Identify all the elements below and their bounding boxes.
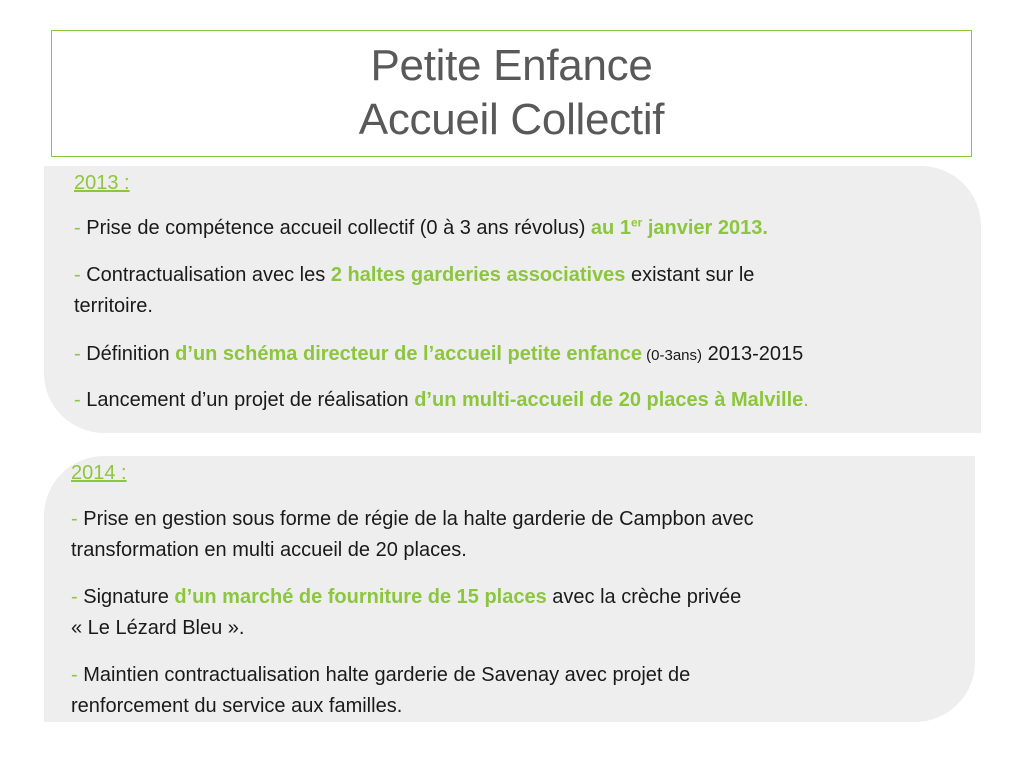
section-2013-panel xyxy=(44,166,981,433)
item-highlight: d’un marché de fourniture de 15 places xyxy=(174,586,547,608)
section-2014-heading: 2014 : xyxy=(71,462,127,484)
item-text: 2013-2015 xyxy=(702,343,804,365)
section-2013-item-1 xyxy=(74,213,768,244)
highlight-part: au 1 xyxy=(590,217,631,239)
section-2013-item-3 xyxy=(74,339,803,371)
item-highlight xyxy=(591,217,768,239)
item-text: Maintien contractualisation halte garderie de Savenay avec projet de xyxy=(77,664,691,686)
item-highlight: 2 haltes garderies associatives xyxy=(330,264,626,286)
item-text-line-2: territoire. xyxy=(74,295,153,317)
item-text: avec la crèche privée xyxy=(546,586,742,608)
item-text: Contractualisation avec les xyxy=(80,264,331,286)
title-box xyxy=(51,30,972,157)
bullet-dash: - xyxy=(74,343,81,365)
bullet-dash: - xyxy=(71,508,78,530)
highlight-part: janvier 2013. xyxy=(642,217,768,239)
section-2014-panel xyxy=(44,456,975,722)
bullet-dash: - xyxy=(71,664,78,686)
item-text: existant sur le xyxy=(625,264,755,286)
superscript: er xyxy=(630,215,643,230)
slide-title-line-2: Accueil Collectif xyxy=(358,95,665,144)
section-2014-item-2 xyxy=(71,582,741,644)
bullet-dash: - xyxy=(74,389,81,411)
bullet-dash: - xyxy=(71,586,78,608)
section-2014-item-1 xyxy=(71,504,754,566)
item-text: Signature xyxy=(77,586,175,608)
slide-title-line-1: Petite Enfance xyxy=(370,41,653,90)
bullet-dash: - xyxy=(74,264,81,286)
item-text: Prise de compétence accueil collectif (0 à 3 ans révolus) xyxy=(80,217,591,239)
item-text-line-2: renforcement du service aux familles. xyxy=(71,695,403,717)
item-highlight: d’un schéma directeur de l’accueil petite enfance xyxy=(175,343,642,365)
bullet-dash: - xyxy=(74,217,81,239)
item-small-text: (0-3ans) xyxy=(642,347,703,364)
item-tail: . xyxy=(803,389,809,411)
item-text-line-2: transformation en multi accueil de 20 places. xyxy=(71,539,467,561)
item-text-line-2: « Le Lézard Bleu ». xyxy=(71,617,245,639)
item-text: Lancement d’un projet de réalisation xyxy=(80,389,415,411)
item-highlight: d’un multi-accueil de 20 places à Malville xyxy=(414,389,804,411)
item-text: Définition xyxy=(80,343,176,365)
section-2013-item-2 xyxy=(74,260,754,322)
section-2013-item-4 xyxy=(74,385,809,416)
section-2014-item-3 xyxy=(71,660,690,722)
item-text: Prise en gestion sous forme de régie de la halte garderie de Campbon avec xyxy=(77,508,754,530)
section-2013-heading: 2013 : xyxy=(74,172,130,194)
